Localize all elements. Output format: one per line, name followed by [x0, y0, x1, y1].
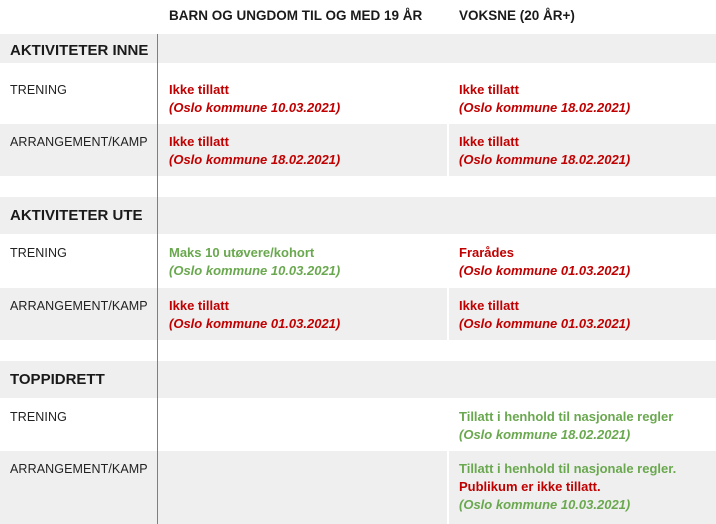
status-text: Ikke tillatt	[169, 82, 229, 97]
row-label: TRENING	[10, 83, 67, 97]
cell-gap	[447, 288, 449, 340]
source-text: (Oslo kommune 10.03.2021)	[459, 497, 631, 512]
header-adults: VOKSNE (20 ÅR+)	[459, 8, 575, 23]
status-text: Frarådes	[459, 245, 514, 260]
source-text: (Oslo kommune 18.02.2021)	[459, 427, 631, 442]
status-text: Tillatt i henhold til nasjonale regler.	[459, 461, 677, 476]
source-text: (Oslo kommune 01.03.2021)	[169, 316, 341, 331]
row-label: ARRANGEMENT/KAMP	[10, 462, 148, 476]
status-text: Ikke tillatt	[169, 134, 229, 149]
cell-gap	[447, 124, 449, 176]
section-title: AKTIVITETER UTE	[10, 207, 143, 224]
status-text: Ikke tillatt	[169, 298, 229, 313]
status-text: Tillatt i henhold til nasjonale regler	[459, 409, 674, 424]
note-text: Publikum er ikke tillatt.	[459, 479, 601, 494]
source-text: (Oslo kommune 18.02.2021)	[169, 152, 341, 167]
source-text: (Oslo kommune 01.03.2021)	[459, 316, 631, 331]
row-label: ARRANGEMENT/KAMP	[10, 135, 148, 149]
status-text: Ikke tillatt	[459, 134, 519, 149]
section-band-toppidrett	[0, 361, 716, 398]
row-label: ARRANGEMENT/KAMP	[10, 299, 148, 313]
source-text: (Oslo kommune 18.02.2021)	[459, 152, 631, 167]
row-label: TRENING	[10, 246, 67, 260]
row-label: TRENING	[10, 410, 67, 424]
source-text: (Oslo kommune 18.02.2021)	[459, 100, 631, 115]
header-youth: BARN OG UNGDOM TIL OG MED 19 ÅR	[169, 8, 423, 23]
cell-gap	[447, 451, 449, 524]
source-text: (Oslo kommune 10.03.2021)	[169, 100, 341, 115]
section-title: AKTIVITETER INNE	[10, 42, 149, 59]
section-title: TOPPIDRETT	[10, 371, 105, 388]
status-text: Ikke tillatt	[459, 298, 519, 313]
source-text: (Oslo kommune 10.03.2021)	[169, 263, 341, 278]
column-divider	[157, 34, 158, 524]
source-text: (Oslo kommune 01.03.2021)	[459, 263, 631, 278]
status-text: Maks 10 utøvere/kohort	[169, 245, 315, 260]
status-text: Ikke tillatt	[459, 82, 519, 97]
